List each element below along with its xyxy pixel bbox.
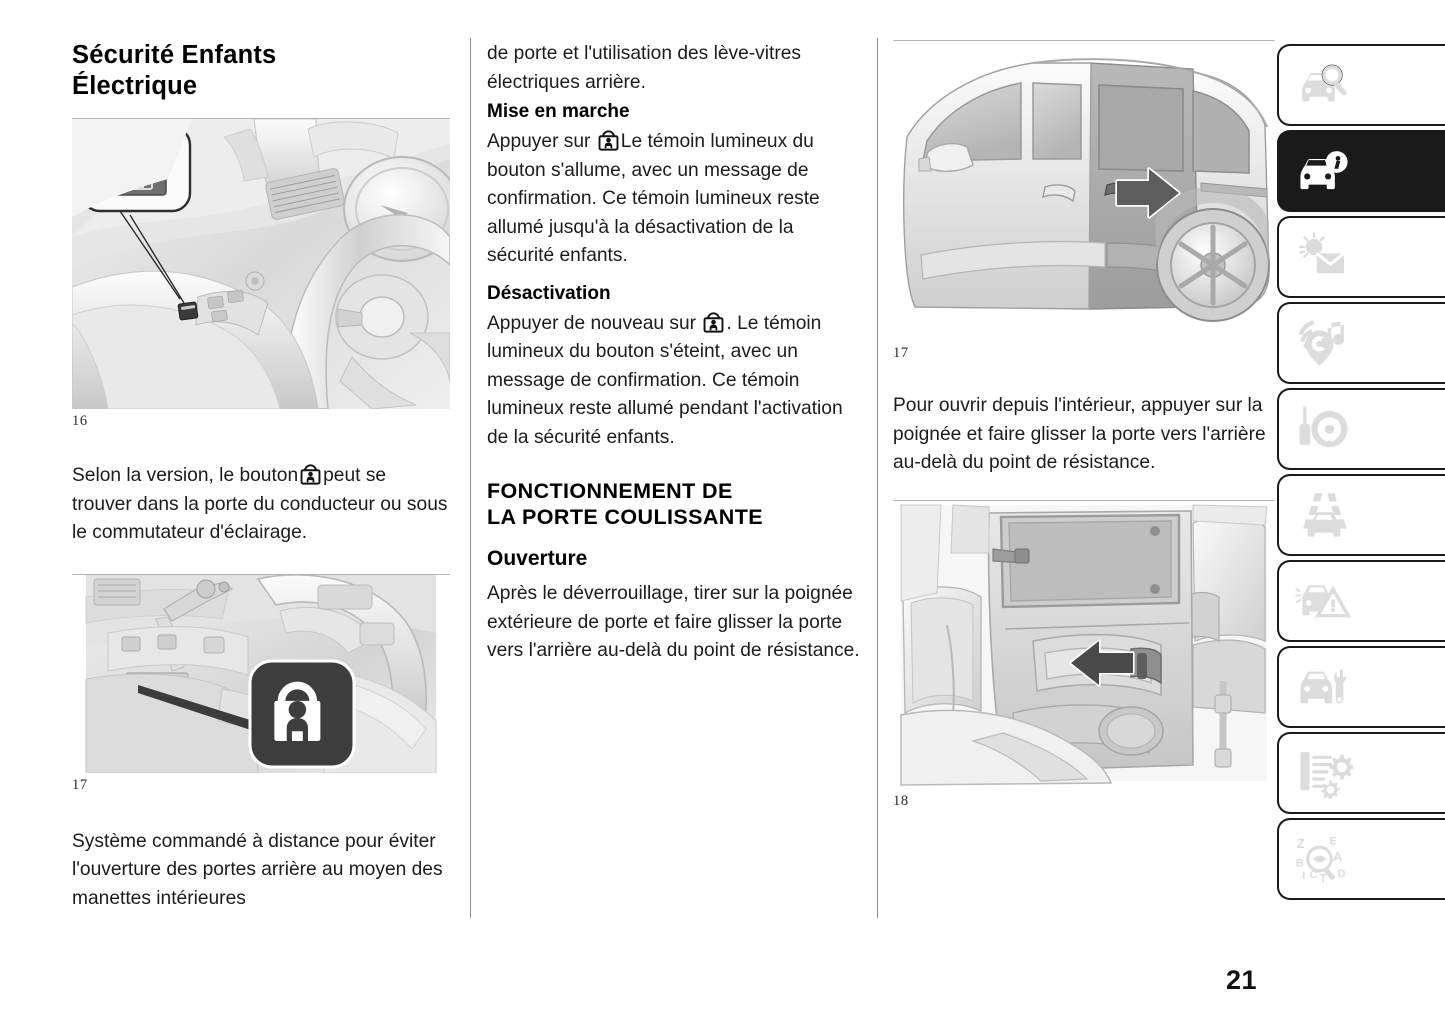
car-warning-icon — [1295, 575, 1353, 627]
svg-text:I: I — [1302, 869, 1306, 882]
paragraph-top-continued: de porte et l'utilisation des lève-vitres électriques arrière. — [487, 43, 802, 93]
alphabet-search-icon — [1295, 833, 1353, 885]
svg-text:D: D — [1337, 868, 1346, 881]
navigation-music-icon — [1295, 317, 1353, 369]
figure-16-image — [72, 119, 450, 409]
car-lane-icon — [1295, 489, 1353, 541]
figure-17-left-image — [72, 575, 450, 773]
svg-text:Z: Z — [1296, 837, 1305, 852]
sidebar-item-systeme-infotainment[interactable] — [1277, 302, 1445, 384]
page-number: 21 — [1225, 965, 1257, 995]
child-lock-pictogram — [703, 310, 724, 333]
mise-en-marche-part2: Le témoin lumineux du bouton s'allume, avec un message de confirmation. Ce témoin lumineux reste allumé jusqu'à la désactivation de la sécurité enfants. — [487, 131, 820, 266]
column-right — [893, 40, 1275, 810]
sidebar-item-soins-vehicule[interactable] — [1277, 560, 1445, 642]
figure-16 — [72, 119, 450, 430]
column-divider-left — [470, 38, 471, 918]
paragraph-bouton-version — [72, 462, 450, 548]
mise-en-marche-part1: Appuyer sur — [487, 131, 591, 152]
child-lock-pictogram — [598, 128, 619, 151]
heading-mise-en-marche: Mise en marche — [487, 101, 630, 122]
sidebar-item-entretien-service[interactable] — [1277, 646, 1445, 728]
sidebar-item-instruments-commandes[interactable] — [1277, 388, 1445, 470]
column-divider-right — [877, 38, 878, 918]
figure-17-right-image — [893, 41, 1275, 341]
paragraph-bouton-version-part1: Selon la version, le bouton — [72, 465, 299, 486]
paragraph-systeme-commande: Système commandé à distance pour éviter l'ouverture des portes arrière au moyen des manettes intérieures — [72, 830, 443, 909]
page-title-line2: Électrique — [72, 72, 198, 100]
heading-fonctionnement-porte-coulissante — [487, 478, 863, 530]
desactivation-part2: . Le témoin lumineux du bouton s'éteint, avec un message de confirmation. Ce témoin lumineux reste allumé pendant l'activation de la sécurité enfants. — [487, 312, 843, 448]
svg-text:B: B — [1295, 857, 1304, 870]
sidebar-item-en-bref[interactable] — [1277, 44, 1445, 126]
paragraph-mise-en-marche — [487, 128, 863, 271]
figure-16-caption: 16 — [72, 413, 88, 429]
desactivation-part1: Appuyer de nouveau sur — [487, 312, 697, 334]
child-lock-pictogram — [300, 462, 321, 485]
svg-text:E: E — [1329, 835, 1337, 848]
car-wrench-icon — [1295, 661, 1353, 713]
paragraph-desactivation — [487, 310, 863, 453]
heading-fonctionnement-line2: LA PORTE COULISSANTE — [487, 505, 763, 529]
figure-18 — [893, 501, 1275, 810]
sidebar-item-donnees-techniques[interactable] — [1277, 732, 1445, 814]
paragraph-bouton-version-part2: peut se trouver dans la porte du conducteur ou sous le commutateur d'éclairage. — [72, 465, 448, 543]
paragraph-ouvrir-interieur: Pour ouvrir depuis l'intérieur, appuyer sur la poignée et faire glisser la porte vers l'arrière au-delà du point de résistance. — [893, 395, 1266, 473]
list-gears-icon — [1295, 747, 1353, 799]
svg-text:A: A — [1333, 849, 1343, 864]
sidebar-item-conduite-utilisation[interactable] — [1277, 474, 1445, 556]
paragraph-ouverture: Après le déverrouillage, tirer sur la poignée extérieure de porte et faire glisser la porte vers l'arrière au-delà du point de résistance. — [487, 583, 860, 661]
figure-17-left — [72, 575, 450, 794]
sidebar-item-index-alphabetique[interactable] — [1277, 818, 1445, 900]
svg-text:T: T — [1319, 872, 1327, 885]
heading-ouverture: Ouverture — [487, 547, 588, 570]
car-magnifier-icon — [1295, 59, 1353, 111]
sidebar-item-sieges-dispositifs[interactable] — [1277, 216, 1445, 298]
sidebar-item-cle-portes-vitres[interactable] — [1277, 130, 1445, 212]
figure-17-right-caption: 17 — [893, 345, 909, 361]
figure-17-left-caption: 17 — [72, 776, 88, 793]
page-title — [72, 40, 450, 102]
sun-vent-icon — [1295, 231, 1353, 283]
column-left — [72, 40, 450, 923]
heading-desactivation: Désactivation — [487, 282, 611, 304]
heading-fonctionnement-line1: FONCTIONNEMENT DE — [487, 479, 733, 503]
lever-steering-icon — [1295, 403, 1353, 455]
figure-18-caption: 18 — [893, 792, 909, 809]
svg-text:C: C — [1309, 869, 1318, 882]
page-title-line1: Sécurité Enfants — [72, 41, 277, 69]
chapter-tabs-sidebar — [1277, 44, 1445, 904]
car-info-icon — [1295, 145, 1353, 197]
figure-17-right — [893, 41, 1275, 362]
column-middle — [487, 40, 863, 676]
figure-18-image — [893, 501, 1275, 789]
